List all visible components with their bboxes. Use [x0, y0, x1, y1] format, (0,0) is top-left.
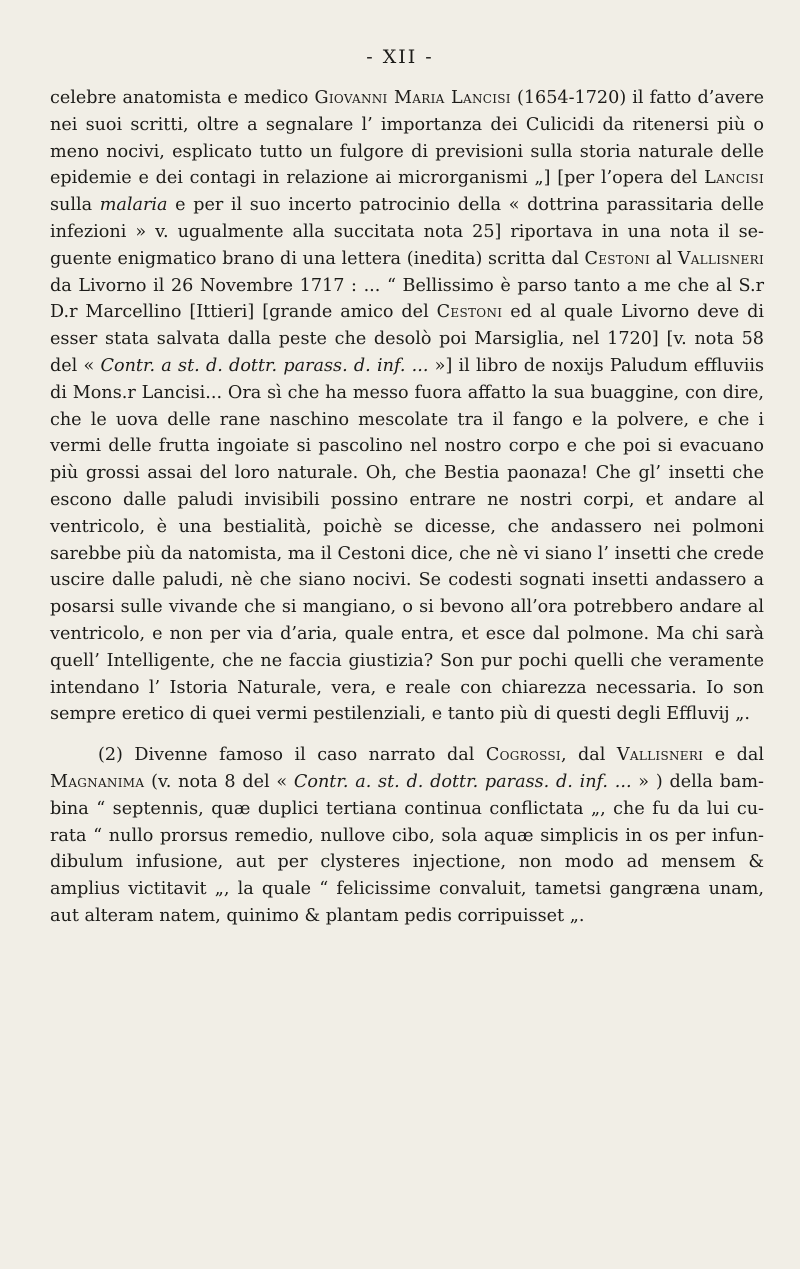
text-run: (v. nota 8 del « [144, 771, 294, 792]
author-name: Vallisneri [677, 248, 764, 269]
text-run: sulla [50, 195, 100, 216]
author-name: Giovanni Maria Lancisi [314, 88, 511, 108]
page-number: - XII - [366, 46, 434, 68]
text-run: e per il suo incerto patrocinio della « dottrina parassitaria delle infezioni » v. ugualmente alla succitata nota 25] riportava in una nota il seguente enigmatico brano di una lettera (inedita) scritta dal [50, 195, 765, 269]
text-run: al [650, 248, 678, 269]
text-run: » ) della bambina “ septennis, quæ duplici tertiana continua conflictata „, che fu da lui curata “ nullo prorsus remedio, nullove cibo, sola aquæ simplicis in os per infundibulum infusione, aut per clysteres injectione, non modo ad mensem & amplius victitavit „, la quale “ felicissime convaluit, tametsi gangræna unam, aut alteram natem, quinimo & plantam pedis corripuisset „. [50, 771, 764, 926]
italic-citation: malaria [99, 195, 168, 216]
text-run: celebre anatomista e medico [50, 88, 315, 108]
author-name: Magnanima [50, 771, 145, 792]
italic-citation: Contr. a st. d. dottr. parass. d. inf. ... [100, 355, 429, 376]
italic-citation: Contr. a. st. d. dottr. parass. d. inf. ... [293, 771, 632, 792]
text-run: ed al quale Livorno deve di esser stata salvata dalla peste che desolò poi Marsiglia, nel 1720] [v. nota 58 del « [50, 302, 764, 376]
text-run: (1654-1720) il fatto d’avere nei suoi scritti, oltre a segnalare l’ importanza dei Culicidi da ritenersi più o meno nocivi, esplicato tutto un fulgore di previsioni sulla storia naturale delle epidemie e dei contagi in relazione ai microrganismi „] [per l’opera del [50, 88, 764, 189]
author-name: Cestoni [584, 248, 651, 269]
text-run: da Livorno il 26 Novembre 1717 : ... “ Bellissimo è parso tanto a me che al S.r D.r Marcellino [Ittieri] [grande amico del [50, 275, 764, 323]
paragraph-letter-excerpt [50, 85, 764, 728]
text-run: (2) Divenne famoso il caso narrato dal [98, 745, 486, 766]
author-name: Cestoni [436, 302, 503, 323]
author-name: Vallisneri [616, 745, 704, 766]
author-name: Lancisi [704, 168, 764, 189]
author-name: Cogrossi [485, 745, 561, 766]
text-run: »] il libro de noxijs Paludum effluviis di Mons.r Lancisi... Ora sì che ha messo fuora affatto la sua buaggine, con dire, che le uova delle rane naschino mescolate tra il fango e la polvere, e che i vermi delle frutta ingoiate si pascolino nel nostro corpo e che poi si evacuano più grossi assai del loro naturale. Oh, che Bestia paonaza! Che gl’ insetti che escono dalle paludi invisibili possino entrare ne nostri corpi, et andare al ventricolo, è una bestialità, poichè se dicesse, che andassero nei polmoni sarebbe più da natomista, ma il Cestoni dice, che nè vi siano l’ insetti che crede uscire dalle paludi, nè che siano nocivi. Se codesti sognati insetti andassero a posarsi sulle vivande che si mangiano, o si bevono all’ora potrebbero andare al ventricolo, e non per via d’aria, quale entra, et esce dal polmone. Ma chi sarà quell’ Intelligente, che ne faccia giustizia? Son pur pochi quelli che veramente intendano l’ Istoria Naturale, vera, e reale con chiarezza necessaria. Io son sempre eretico di quei vermi pestilenziali, e tanto più di questi degli Effluvij „. [50, 355, 764, 725]
text-run: e dal [703, 745, 765, 766]
body-text [50, 85, 764, 930]
text-run: , dal [560, 745, 617, 766]
footnote-2 [50, 742, 764, 930]
